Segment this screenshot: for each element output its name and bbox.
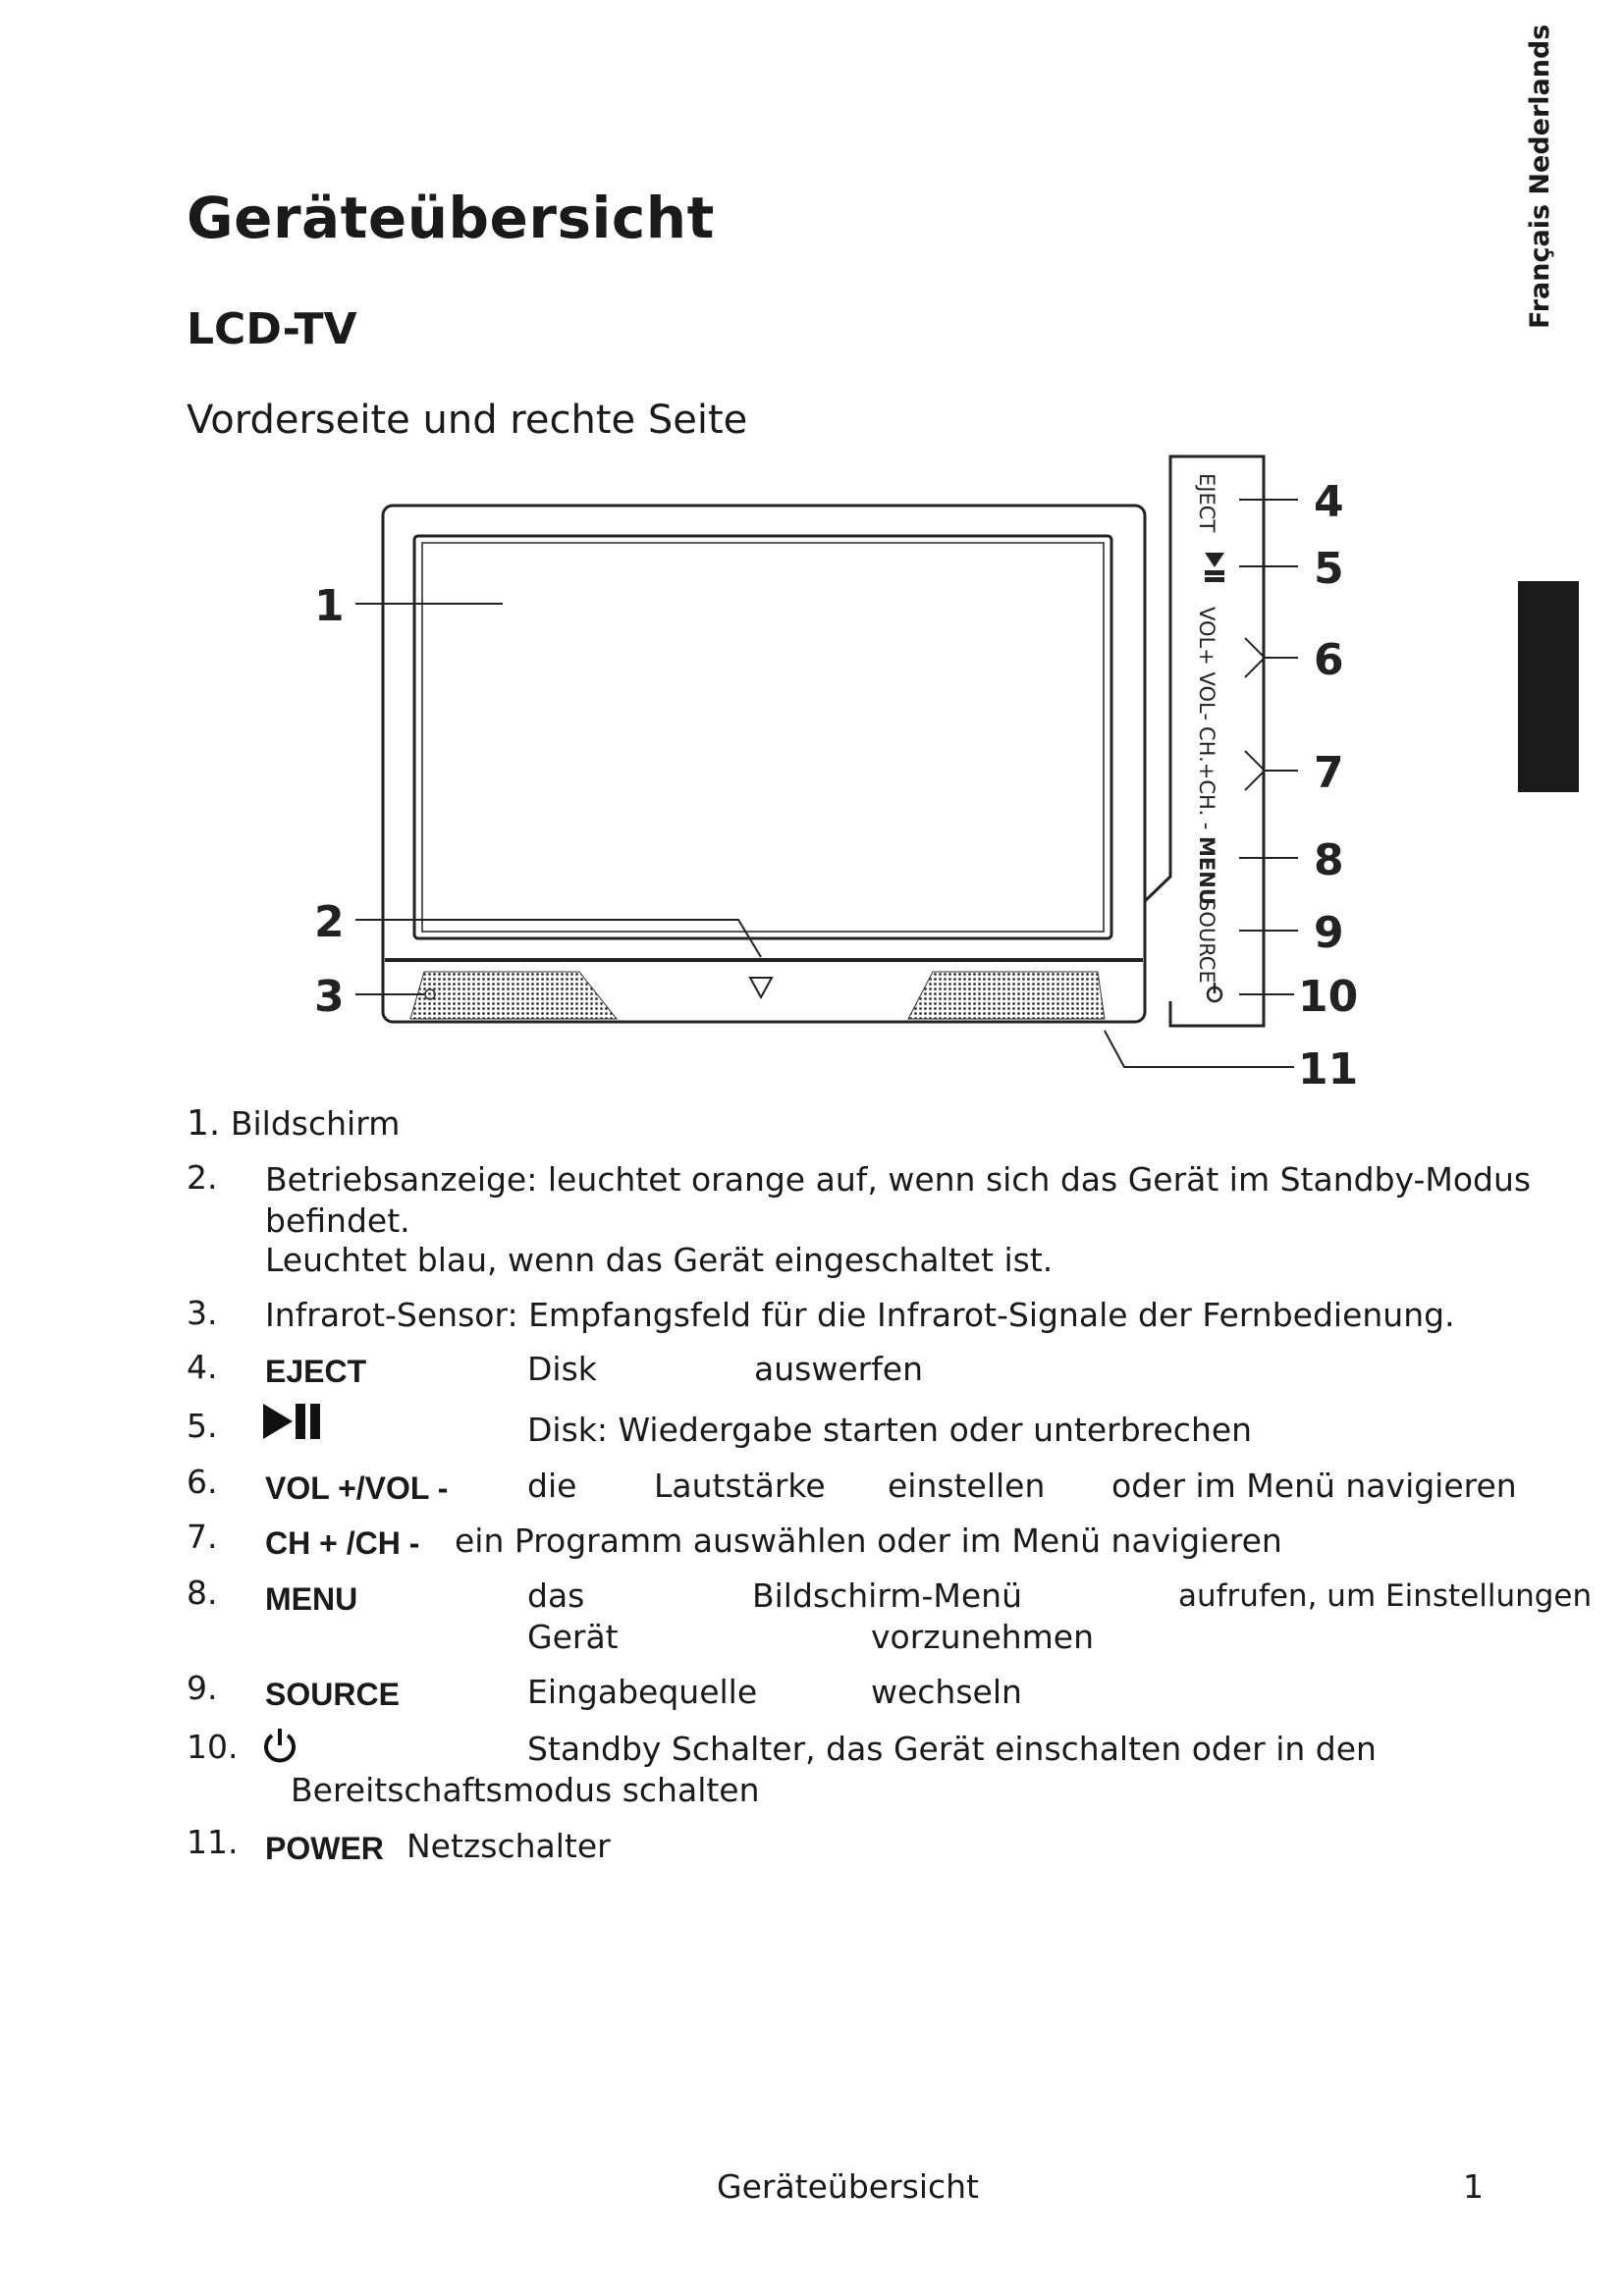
list-item-2-line2: befindet. (265, 1201, 410, 1240)
list-item-8-w1: das (527, 1576, 585, 1615)
list-item-10-line2: Bereitschaftsmodus schalten (291, 1771, 760, 1809)
list-item-6-label: VOL +/VOL - (265, 1470, 449, 1506)
list-item-4-label: EJECT (265, 1354, 367, 1389)
list-item-7-number: 7. (187, 1518, 218, 1556)
list-item-11-text: Netzschalter (406, 1827, 611, 1865)
list-item-6-w1: die (527, 1467, 577, 1505)
list-item-8-w5: vorzunehmen (871, 1618, 1095, 1656)
callout-5: 5 (1314, 544, 1344, 594)
side-button-play-pause-icon (1205, 553, 1224, 582)
callout-9: 9 (1314, 908, 1344, 958)
side-button-volume: VOL+ VOL- (1195, 607, 1218, 721)
list-item-8-w3: aufrufen, um Einstellungen (1178, 1578, 1593, 1614)
list-item-4-w1: Disk (527, 1350, 597, 1388)
item-number: 1. (187, 1103, 221, 1144)
page-number: 1 (1463, 2167, 1484, 2206)
side-button-source: SOURCE (1195, 898, 1218, 984)
list-item-4-w2: auswerfen (754, 1350, 924, 1388)
list-item-3-text: Infrarot-Sensor: Empfangsfeld für die Infrarot-Signale der Fernbedienung. (265, 1296, 1455, 1334)
list-item-7-label: CH + /CH - (265, 1525, 420, 1561)
item-text: Bildschirm (230, 1104, 401, 1143)
callout-6: 6 (1314, 635, 1344, 685)
list-item-2-line1: Betriebsanzeige: leuchtet orange auf, wenn sich das Gerät im Standby-Modus (265, 1160, 1532, 1199)
list-item-8-w4: Gerät (527, 1618, 619, 1656)
speaker-right (908, 972, 1105, 1019)
list-item-8-label: MENU (265, 1581, 358, 1617)
list-item-9-label: SOURCE (265, 1677, 400, 1712)
list-item-11-number: 11. (187, 1823, 239, 1861)
side-button-power-icon (1208, 983, 1221, 1001)
list-item-4-number: 4. (187, 1348, 218, 1386)
footer-title: Geräteübersicht (717, 2167, 979, 2206)
list-item-9-number: 9. (187, 1669, 218, 1707)
list-item-5-number: 5. (187, 1407, 218, 1445)
tv-screen (414, 536, 1111, 938)
speaker-left (410, 972, 617, 1019)
callout-2: 2 (314, 897, 345, 947)
list-item-10-line1: Standby Schalter, das Gerät einschalten oder in den (527, 1730, 1377, 1768)
standby-power-icon (261, 1726, 298, 1765)
list-item-6-number: 6. (187, 1463, 218, 1501)
callout-7: 7 (1314, 748, 1344, 798)
side-button-channel: CH.+CH. - (1195, 726, 1218, 830)
side-button-eject: EJECT (1195, 473, 1218, 533)
side-button-menu: MENU (1195, 836, 1218, 905)
power-indicator-icon (750, 978, 772, 997)
list-item-2-number: 2. (187, 1158, 218, 1197)
callout-10: 10 (1298, 972, 1359, 1022)
page-title: Geräteübersicht (187, 185, 715, 251)
list-item-2-line3: Leuchtet blau, wenn das Gerät eingeschaltet ist. (265, 1241, 1054, 1279)
list-item-1 (187, 1104, 400, 1144)
list-item-6-w2: Lautstärke (654, 1467, 826, 1505)
callout-1: 1 (314, 581, 345, 631)
list-item-7-text: ein Programm auswählen oder im Menü navigieren (455, 1522, 1282, 1560)
play-pause-icon (263, 1402, 328, 1441)
list-item-8-w2: Bildschirm-Menü (752, 1576, 1022, 1615)
callout-11: 11 (1298, 1044, 1359, 1095)
tv-diagram (0, 0, 1624, 1119)
list-item-6-w4: oder im Menü navigieren (1111, 1467, 1517, 1505)
callout-3: 3 (314, 972, 345, 1022)
list-item-5-text: Disk: Wiedergabe starten oder unterbrechen (527, 1411, 1253, 1449)
list-item-3-number: 3. (187, 1294, 218, 1332)
section-heading: Vorderseite und rechte Seite (187, 398, 748, 443)
list-item-9-w1: Eingabequelle (527, 1673, 758, 1711)
tv-body (383, 506, 1145, 1022)
list-item-8-number: 8. (187, 1574, 218, 1612)
list-item-9-w2: wechseln (871, 1673, 1022, 1711)
side-language-label: Français Nederlands (1525, 24, 1555, 329)
list-item-6-w3: einstellen (888, 1467, 1046, 1505)
callout-8: 8 (1314, 835, 1344, 885)
list-item-11-label: POWER (265, 1831, 384, 1866)
page-subtitle: LCD-TV (187, 304, 357, 354)
callout-4: 4 (1314, 477, 1344, 527)
list-item-10-number: 10. (187, 1728, 239, 1766)
